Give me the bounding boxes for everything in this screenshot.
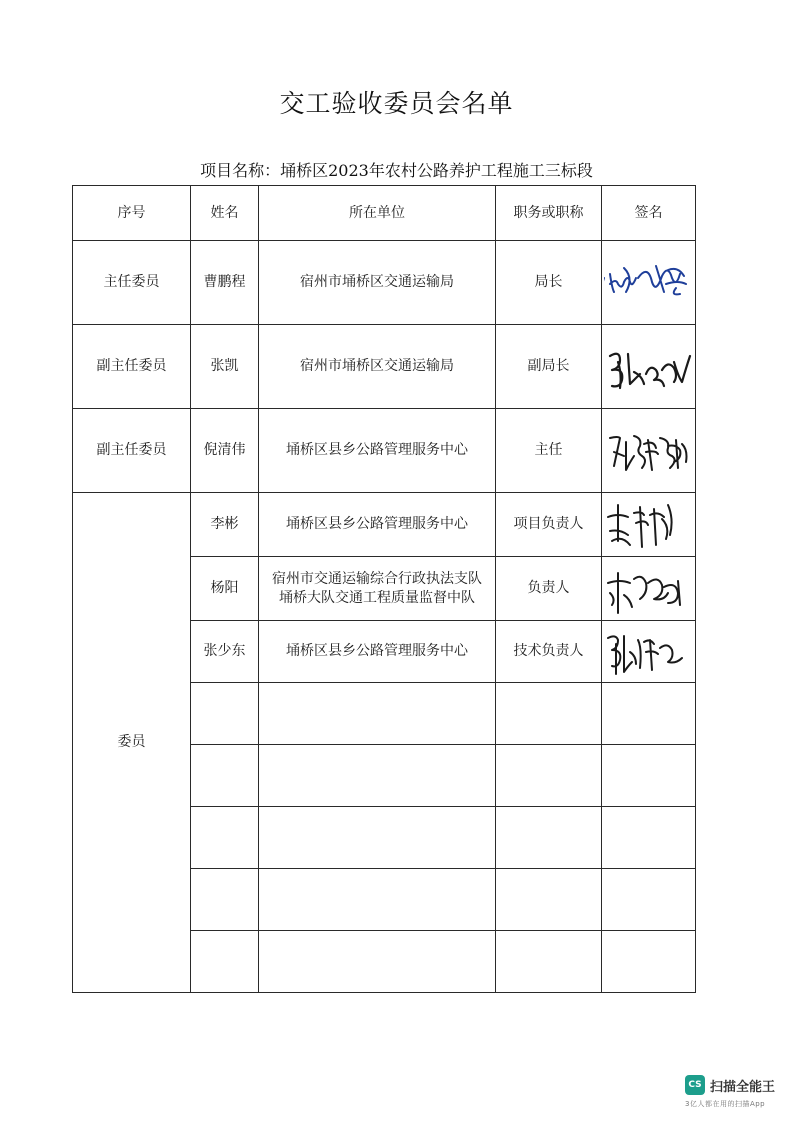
unit-cell: 埇桥区县乡公路管理服务中心	[259, 621, 496, 683]
signature-cell	[602, 241, 696, 325]
empty-cell	[602, 807, 696, 869]
name-cell: 杨阳	[191, 557, 259, 621]
signature-image	[604, 495, 694, 555]
empty-cell	[496, 931, 602, 993]
position-cell: 技术负责人	[496, 621, 602, 683]
name-cell: 张少东	[191, 621, 259, 683]
signature-stroke	[604, 266, 686, 296]
signature-image	[604, 416, 694, 486]
name-cell: 倪清伟	[191, 409, 259, 493]
header-unit: 所在单位	[259, 186, 496, 241]
table-row	[73, 325, 696, 409]
name-cell: 李彬	[191, 493, 259, 557]
empty-cell	[259, 683, 496, 745]
unit-cell: 宿州市埇桥区交通运输局	[259, 241, 496, 325]
signature-image	[604, 622, 694, 682]
empty-cell	[259, 869, 496, 931]
empty-cell	[496, 745, 602, 807]
camscanner-logo-icon: CS	[685, 1075, 705, 1095]
position-cell: 负责人	[496, 557, 602, 621]
empty-cell	[191, 745, 259, 807]
position-cell: 项目负责人	[496, 493, 602, 557]
member-group-cell: 委员	[73, 493, 191, 993]
unit-cell: 埇桥区县乡公路管理服务中心	[259, 493, 496, 557]
signature-image	[604, 332, 694, 402]
name-cell: 张凯	[191, 325, 259, 409]
scanner-watermark	[685, 1075, 785, 1115]
unit-cell	[259, 557, 496, 621]
empty-cell	[191, 683, 259, 745]
empty-cell	[602, 869, 696, 931]
table-row	[73, 241, 696, 325]
empty-cell	[602, 931, 696, 993]
header-name: 姓名	[191, 186, 259, 241]
page-title: 交工验收委员会名单	[279, 89, 514, 118]
header-seq: 序号	[73, 186, 191, 241]
signature-cell	[602, 409, 696, 493]
empty-cell	[191, 869, 259, 931]
empty-cell	[496, 807, 602, 869]
role-cell: 副主任委员	[73, 325, 191, 409]
empty-cell	[602, 745, 696, 807]
empty-cell	[259, 807, 496, 869]
signature-stroke	[608, 505, 672, 547]
empty-cell	[496, 869, 602, 931]
empty-cell	[191, 931, 259, 993]
position-cell: 副局长	[496, 325, 602, 409]
unit-line: 宿州市交通运输综合行政执法支队	[272, 570, 482, 587]
empty-cell	[191, 807, 259, 869]
empty-cell	[602, 683, 696, 745]
position-cell: 主任	[496, 409, 602, 493]
signature-stroke	[610, 353, 690, 387]
header-position: 职务或职称	[496, 186, 602, 241]
role-cell: 主任委员	[73, 241, 191, 325]
role-cell: 副主任委员	[73, 409, 191, 493]
signature-image	[604, 559, 694, 619]
empty-cell	[496, 683, 602, 745]
table-row	[73, 493, 696, 557]
committee-table	[72, 185, 696, 993]
empty-cell	[259, 745, 496, 807]
table-row	[73, 409, 696, 493]
table-header-row	[73, 186, 696, 241]
unit-cell: 宿州市埇桥区交通运输局	[259, 325, 496, 409]
name-cell: 曹鹏程	[191, 241, 259, 325]
unit-line: 埇桥大队交通工程质量监督中队	[279, 589, 475, 606]
watermark-slogan: 3亿人都在用的扫描App	[685, 1100, 766, 1108]
project-name: 项目名称：埇桥区2023年农村公路养护工程施工三标段	[200, 161, 593, 180]
signature-cell	[602, 493, 696, 557]
signature-cell	[602, 557, 696, 621]
empty-cell	[259, 931, 496, 993]
signature-stroke	[608, 573, 680, 613]
header-signature: 签名	[602, 186, 696, 241]
signature-cell	[602, 621, 696, 683]
unit-cell: 埇桥区县乡公路管理服务中心	[259, 409, 496, 493]
signature-stroke	[608, 636, 682, 674]
signature-stroke	[610, 436, 687, 470]
position-cell: 局长	[496, 241, 602, 325]
watermark-app-name: 扫描全能王	[710, 1080, 776, 1095]
signature-image	[604, 248, 694, 318]
signature-cell	[602, 325, 696, 409]
